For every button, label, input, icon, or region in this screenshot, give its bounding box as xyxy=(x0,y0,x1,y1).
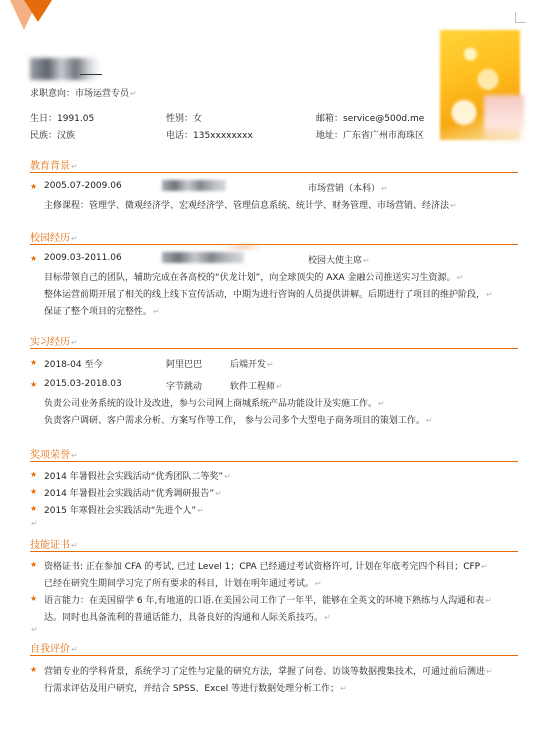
star-bullet-icon: ★ xyxy=(30,487,38,496)
education-major: 市场营销（本科）↵ xyxy=(308,184,388,194)
star-bullet-icon: ★ xyxy=(30,594,38,603)
campus-org-redacted xyxy=(162,252,244,263)
certificate-line: 已经在研究生期间学习完了所有要求的科目，计划在明年通过考试。↵ xyxy=(44,579,322,589)
section-divider xyxy=(30,244,518,245)
campus-desc-line: 整体运营前期开展了相关的线上线下宣传活动，中期为进行咨询的人员提供讲解。后期进行了项目的维护阶段，↵ xyxy=(44,290,493,300)
section-divider xyxy=(30,172,518,173)
campus-role: 校园大使主席↵ xyxy=(308,256,370,266)
job-role: 软件工程师↵ xyxy=(230,382,283,392)
job-company: 阿里巴巴 xyxy=(166,360,203,370)
self-eval-line: 营销专业的学科背景，系统学习了定性与定量的研究方法，掌握了问卷、访谈等数据搜集技术，可通过前后测进↵ xyxy=(44,667,493,677)
section-divider xyxy=(30,461,518,462)
award-item: 2015 年寒假社会实践活动“先进个人”↵ xyxy=(44,506,204,516)
star-bullet-icon: ★ xyxy=(30,504,38,513)
job-objective: 求职意向：市场运营专员↵ xyxy=(30,89,137,99)
email-field: 邮箱：service@500d.me xyxy=(316,114,425,124)
empty-paragraph-mark: ↵ xyxy=(31,625,38,634)
award-item: 2014 年暑假社会实践活动“优秀调研报告”↵ xyxy=(44,489,222,499)
job-date: 2015.03-2018.03 xyxy=(44,379,122,389)
school-name-redacted xyxy=(162,180,226,191)
star-bullet-icon: ★ xyxy=(30,182,38,191)
section-title-campus: 校园经历↵ xyxy=(30,233,78,244)
ethnicity-field: 民族：汉族 xyxy=(30,131,76,141)
language-line: 达。同时也具备流利的普通话能力，具备良好的沟通和人际关系技巧。↵ xyxy=(44,613,331,623)
campus-date: 2009.03-2011.06 xyxy=(44,253,122,263)
education-courses: 主修课程：管理学、微观经济学、宏观经济学、管理信息系统、统计学、财务管理、市场营销、经济法↵ xyxy=(44,201,457,211)
campus-desc-line: 保证了整个项目的完整性。↵ xyxy=(44,307,160,317)
campus-desc-line: 目标带领自己的团队，辅助完成在各高校的“伏龙计划”，向全球顶尖的 AXA 金融公司推送实习生资源。↵ xyxy=(44,273,464,283)
star-bullet-icon: ★ xyxy=(30,358,38,367)
self-eval-line: 行需求评估及用户研究，并结合 SPSS、Excel 等进行数据处理分析工作；↵ xyxy=(44,684,347,694)
job-desc-line: 负责客户调研、客户需求分析、方案写作等工作， 参与公司多个大型电子商务项目的策划工作。↵ xyxy=(44,416,433,426)
job-desc-line: 负责公司业务系统的设计及改进，参与公司网上商城系统产品功能设计及实施工作。↵ xyxy=(44,399,385,409)
education-date: 2005.07-2009.06 xyxy=(44,181,122,191)
certificate-line: 资格证书: 正在参加 CFA 的考试, 已过 Level 1；CPA 已经通过考试资格许可, 计划在年底考完四个科目；CFP↵ xyxy=(44,562,488,572)
section-title-internship: 实习经历↵ xyxy=(30,337,78,348)
star-bullet-icon: ★ xyxy=(30,560,38,569)
star-bullet-icon: ★ xyxy=(30,470,38,479)
profile-photo-fade xyxy=(484,95,524,145)
star-bullet-icon: ★ xyxy=(30,380,38,389)
star-bullet-icon: ★ xyxy=(30,665,38,674)
address-field: 地址：广东省广州市海珠区 xyxy=(316,131,425,141)
phone-field: 电话：135xxxxxxxx xyxy=(166,131,253,141)
section-title-education: 教育背景↵ xyxy=(30,161,78,172)
job-date: 2018-04 至今 xyxy=(44,360,103,370)
watermark-smudge xyxy=(222,244,264,250)
empty-paragraph-mark: ↵ xyxy=(31,519,38,528)
job-company: 字节跳动 xyxy=(166,382,203,392)
job-role: 后端开发↵ xyxy=(230,360,274,370)
section-title-self-eval: 自我评价↵ xyxy=(30,644,78,655)
section-title-skills: 技能证书↵ xyxy=(30,540,78,551)
section-divider xyxy=(30,655,518,656)
name-redacted xyxy=(30,58,100,80)
section-divider xyxy=(30,551,518,552)
page-corner-mark xyxy=(515,12,526,23)
gender-field: 性别：女 xyxy=(166,114,203,124)
award-item: 2014 年暑假社会实践活动“优秀团队二等奖”↵ xyxy=(44,472,231,482)
section-title-awards: 奖项荣誉↵ xyxy=(30,450,78,461)
birth-field: 生日：1991.05 xyxy=(30,114,95,124)
language-line: 语言能力：在美国留学 6 年,有地道的口语.在美国公司工作了一年半，能够在全英文的环境下熟练与人沟通和表↵ xyxy=(44,596,492,606)
star-bullet-icon: ★ xyxy=(30,254,38,263)
name-underline xyxy=(80,74,102,75)
section-divider xyxy=(30,348,518,349)
